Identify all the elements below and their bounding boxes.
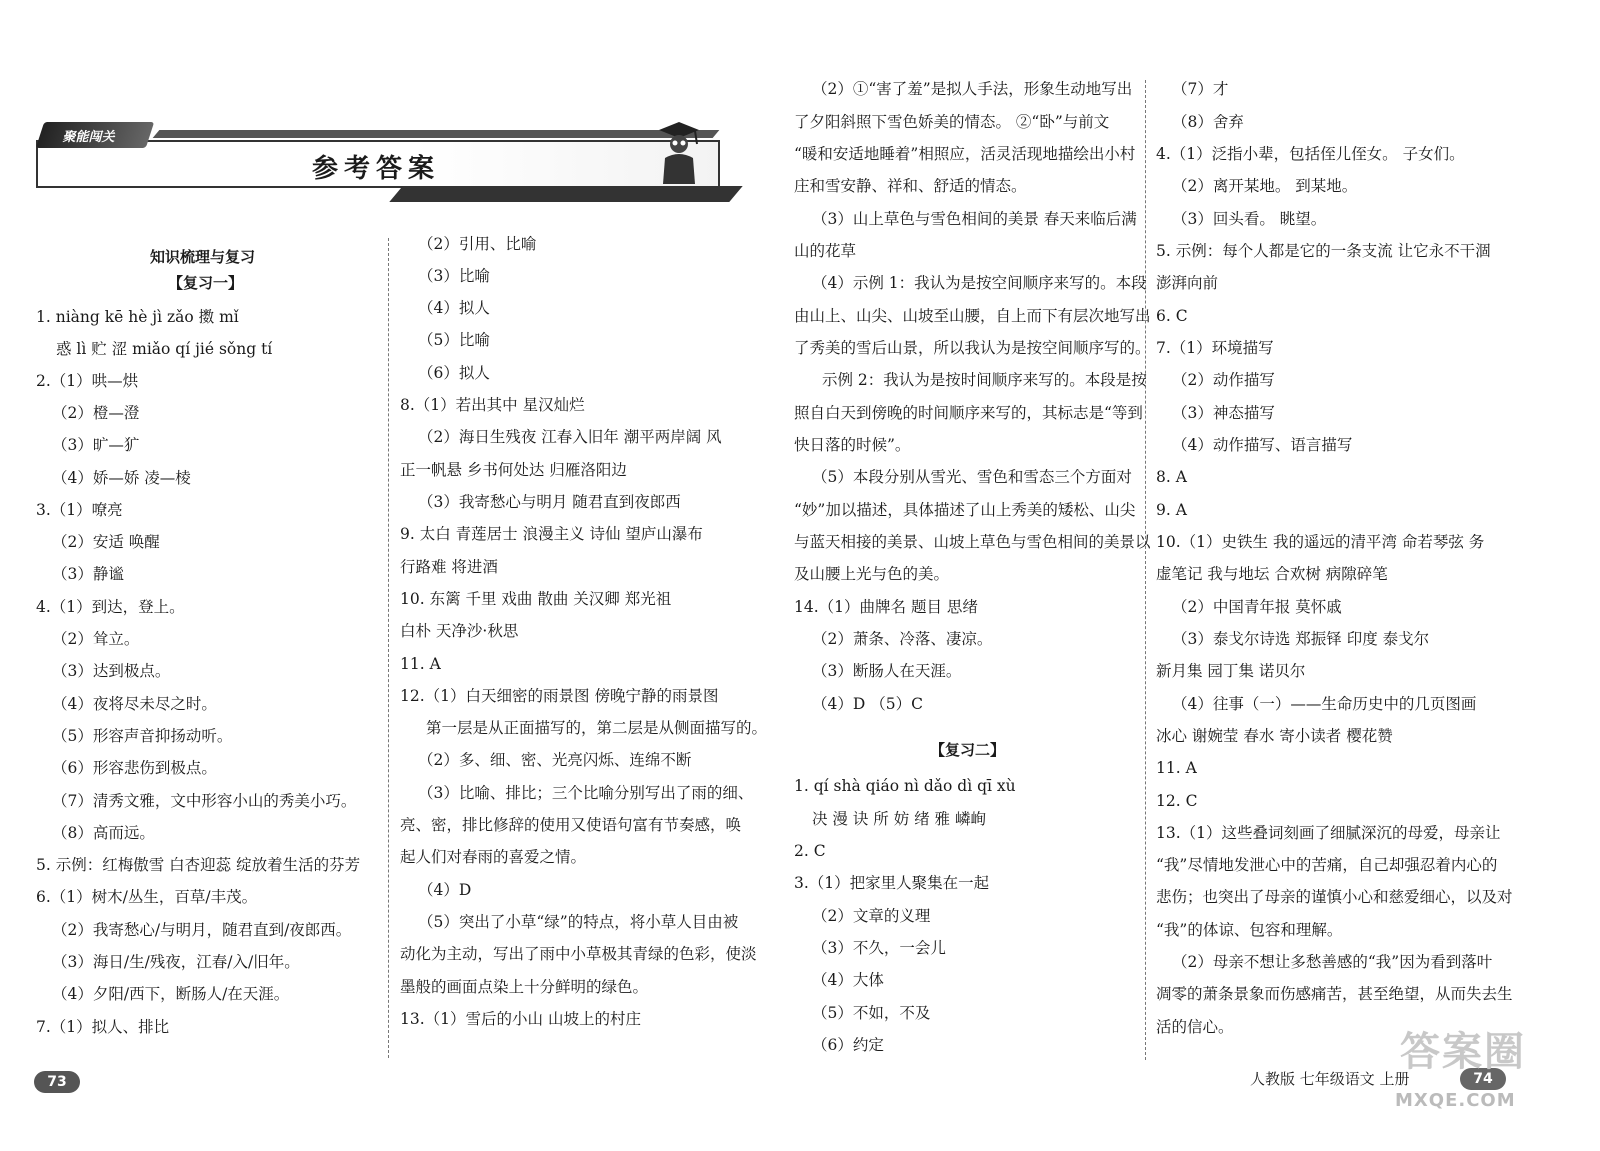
answer-line: 9. A	[1156, 501, 1187, 519]
answer-line: 示例 2：我认为是按时间顺序来写的。本段是按	[822, 371, 1147, 389]
answer-line: 5. 示例：每个人都是它的一条支流 让它永不干涸	[1156, 242, 1491, 260]
answer-line: 由山上、山尖、山坡至山腰，自上而下有层次地写出	[794, 307, 1151, 325]
answer-line: “我”尽情地发泄心中的苦痛，自己却强忍着内心的	[1156, 856, 1498, 874]
answer-line: （4）动作描写、语言描写	[1172, 436, 1353, 454]
answer-line: 与蓝天相接的美景、山坡上草色与雪色相间的美景以	[794, 533, 1151, 551]
answer-line: （3）不久，一会儿	[812, 939, 946, 957]
answer-line: 及山腰上光与色的美。	[794, 565, 950, 583]
answer-line: （4）拟人	[418, 299, 490, 317]
answer-line: （5）本段分别从雪光、雪色和雪态三个方面对	[812, 468, 1132, 486]
answer-line: 10.（1）史铁生 我的遥远的清平湾 命若琴弦 务	[1156, 533, 1485, 551]
page-number-left: 73	[34, 1071, 80, 1093]
banner-stripe	[153, 130, 720, 138]
answer-line: 山的花草	[794, 242, 857, 260]
answer-line: （3）海日/生/残夜，江春/入/旧年。	[52, 953, 300, 971]
section-heading: 【复习一】	[168, 274, 244, 292]
answer-line: 13.（1）雪后的小山 山坡上的村庄	[400, 1010, 641, 1028]
page-number-right: 74	[1460, 1068, 1506, 1090]
answer-line: （6）约定	[812, 1036, 884, 1054]
answer-line: （5）不如，不及	[812, 1004, 931, 1022]
answer-line: 2.（1）哄—烘	[36, 372, 139, 390]
column-divider	[1145, 80, 1146, 1060]
answer-line: （3）泰戈尔诗选 郑振铎 印度 泰戈尔	[1172, 630, 1430, 648]
answer-line: 7.（1）拟人、排比	[36, 1018, 170, 1036]
answer-line: 活的信心。	[1156, 1018, 1234, 1036]
answer-line: 虚笔记 我与地坛 合欢树 病隙碎笔	[1156, 565, 1388, 583]
answer-line: 1. qí shà qiáo nì dǎo dì qī xù	[794, 777, 1016, 795]
watermark-url: MXQE.COM	[1395, 1090, 1516, 1111]
answer-line: （4）往事（一）——生命历史中的几页图画	[1172, 695, 1477, 713]
answer-line: （4）娇—娇 凌—棱	[52, 469, 191, 487]
answer-line: 8.（1）若出其中 星汉灿烂	[400, 396, 585, 414]
answer-line: （3）达到极点。	[52, 662, 171, 680]
answer-line: （6）拟人	[418, 364, 490, 382]
answer-line: （8）高而远。	[52, 824, 155, 842]
answer-line: 照自白天到傍晚的时间顺序来写的，其标志是“等到	[794, 404, 1143, 422]
answer-line: （3）静谧	[52, 565, 124, 583]
answer-line: （7）才	[1172, 80, 1229, 98]
edition-label: 人教版 七年级语文 上册	[1250, 1070, 1410, 1088]
answer-line: 冰心 谢婉莹 春水 寄小读者 樱花赞	[1156, 727, 1393, 745]
answer-line: （2）我寄愁心/与明月，随君直到/夜郎西。	[52, 921, 352, 939]
answer-line: （6）形容悲伤到极点。	[52, 759, 217, 777]
answer-line: 4.（1）泛指小辈，包括侄儿侄女。 子女们。	[1156, 145, 1465, 163]
answer-line: （2）离开某地。 到某地。	[1172, 177, 1358, 195]
section-heading: 【复习二】	[930, 741, 1006, 759]
title-banner	[36, 118, 736, 218]
answer-line: 行路难 将进酒	[400, 558, 498, 576]
answer-line: 起人们对春雨的喜爱之情。	[400, 848, 587, 866]
column-divider	[388, 238, 389, 1058]
answer-line: （3）我寄愁心与明月 随君直到夜郎西	[418, 493, 681, 511]
banner-stripe	[389, 186, 742, 202]
answer-line: （3）比喻、排比；三个比喻分别写出了雨的细、	[418, 784, 754, 802]
answer-line: （2）①“害了羞”是拟人手法，形象生动地写出	[812, 80, 1133, 98]
answer-line: 10. 东篱 千里 戏曲 散曲 关汉卿 郑光祖	[400, 590, 672, 608]
answer-line: （2）母亲不想让多愁善感的“我”因为看到落叶	[1172, 953, 1493, 971]
answer-line: （2）动作描写	[1172, 371, 1275, 389]
answer-line: 墨般的画面点染上十分鲜明的绿色。	[400, 978, 649, 996]
answer-line: （2）中国青年报 莫怀戚	[1172, 598, 1342, 616]
answer-line: 庄和雪安静、祥和、舒适的情态。	[794, 177, 1027, 195]
answer-line: 凋零的萧条景象而伤感痛苦，甚至绝望，从而失去生	[1156, 985, 1513, 1003]
answer-line: （2）安适 唤醒	[52, 533, 160, 551]
answer-line: 9. 太白 青莲居士 浪漫主义 诗仙 望庐山瀑布	[400, 525, 703, 543]
answer-line: 正一帆悬 乡书何处达 归雁洛阳边	[400, 461, 627, 479]
answer-line: （2）海日生残夜 江春入旧年 潮平两岸阔 风	[418, 428, 722, 446]
answer-line: （4）D （5）C	[812, 695, 923, 713]
answer-line: 4.（1）到达，登上。	[36, 598, 185, 616]
answer-line: （3）旷—犷	[52, 436, 140, 454]
answer-line: （5）突出了小草“绿”的特点，将小草人目由被	[418, 913, 739, 931]
answer-line: （2）萧条、冷落、凄凉。	[812, 630, 993, 648]
answer-line: （4）夜将尽未尽之时。	[52, 695, 217, 713]
answer-line: “妙”加以描述，具体描述了山上秀美的矮松、山尖	[794, 501, 1136, 519]
answer-line: （4）夕阳/西下，断肠人/在天涯。	[52, 985, 290, 1003]
answer-line: 了夕阳斜照下雪色娇美的情态。 ②“卧”与前文	[794, 113, 1110, 131]
answer-line: 12.（1）白天细密的雨景图 傍晚宁静的雨景图	[400, 687, 719, 705]
answer-line: 第一层是从正面描写的，第二层是从侧面描写的。	[426, 719, 768, 737]
section-heading: 知识梳理与复习	[150, 248, 256, 266]
answer-line: （2）橙—澄	[52, 404, 140, 422]
answer-line: 3.（1）嘹亮	[36, 501, 123, 519]
answer-line: 5. 示例：红梅傲雪 白杏迎蕊 绽放着生活的芬芳	[36, 856, 361, 874]
answer-line: （5）比喻	[418, 331, 490, 349]
answer-line: 澎湃向前	[1156, 274, 1219, 292]
answer-line: （5）形容声音抑扬动听。	[52, 727, 233, 745]
answer-line: （2）多、细、密、光亮闪烁、连绵不断	[418, 751, 692, 769]
answer-line: 惑 lì 贮 涩 miǎo qí jié sǒng tí	[56, 340, 273, 358]
page-title: 参考答案	[311, 154, 440, 184]
answer-line: 了秀美的雪后山景，所以我认为是按空间顺序写的。	[794, 339, 1151, 357]
answer-line: （2）文章的义理	[812, 907, 931, 925]
answer-line: “暖和安适地睡着”相照应，活灵活现地描绘出小村	[794, 145, 1136, 163]
answer-line: （3）断肠人在天涯。	[812, 662, 962, 680]
answer-line: 7.（1）环境描写	[1156, 339, 1274, 357]
answer-line: 动化为主动，写出了雨中小草极其青绿的色彩，使淡	[400, 945, 757, 963]
answer-line: （2）引用、比喻	[418, 235, 537, 253]
answer-line: 3.（1）把家里人聚集在一起	[794, 874, 990, 892]
answer-line: （4）大体	[812, 971, 884, 989]
answer-line: 6. C	[1156, 307, 1188, 325]
answer-line: 11. A	[1156, 759, 1197, 777]
answer-line: 快日落的时候”。	[794, 436, 911, 454]
answer-line: （3）比喻	[418, 267, 490, 285]
answer-line: 13.（1）这些叠词刻画了细腻深沉的母爱，母亲让	[1156, 824, 1501, 842]
answer-line: （3）回头看。 眺望。	[1172, 210, 1327, 228]
brand-logo: 聚能闯关	[36, 122, 154, 148]
answer-line: 8. A	[1156, 468, 1187, 486]
answer-line: 14.（1）曲牌名 题目 思绪	[794, 598, 978, 616]
answer-line: （4）D	[418, 881, 472, 899]
scholar-icon	[651, 118, 707, 184]
answer-line: 新月集 园丁集 诺贝尔	[1156, 662, 1306, 680]
answer-line: （3）神态描写	[1172, 404, 1275, 422]
answer-line: 6.（1）树木/丛生，百草/丰茂。	[36, 888, 258, 906]
answer-line: 亮、密，排比修辞的使用又使语句富有节奏感，唤	[400, 816, 742, 834]
answer-line: 2. C	[794, 842, 826, 860]
answer-line: 决 漫 诀 所 妨 绪 雅 嶙峋	[812, 810, 986, 828]
answer-line: 12. C	[1156, 792, 1198, 810]
watermark-logo: 答案圈	[1400, 1029, 1526, 1075]
answer-line: “我”的体谅、包容和理解。	[1156, 921, 1343, 939]
answer-line: （3）山上草色与雪色相间的美景 春天来临后满	[812, 210, 1137, 228]
answer-line: （8）舍弃	[1172, 113, 1244, 131]
answer-line: 悲伤；也突出了母亲的谨慎小心和慈爱细心，以及对	[1156, 888, 1513, 906]
answer-line: 11. A	[400, 655, 441, 673]
answer-line: 1. niàng kē hè jì zǎo 擞 mǐ	[36, 308, 239, 326]
answer-line: 白朴 天净沙·秋思	[400, 622, 519, 640]
answer-line: （7）清秀文雅，文中形容小山的秀美小巧。	[52, 792, 357, 810]
answer-line: （2）耸立。	[52, 630, 140, 648]
answer-line: （4）示例 1：我认为是按空间顺序来写的。本段	[812, 274, 1147, 292]
